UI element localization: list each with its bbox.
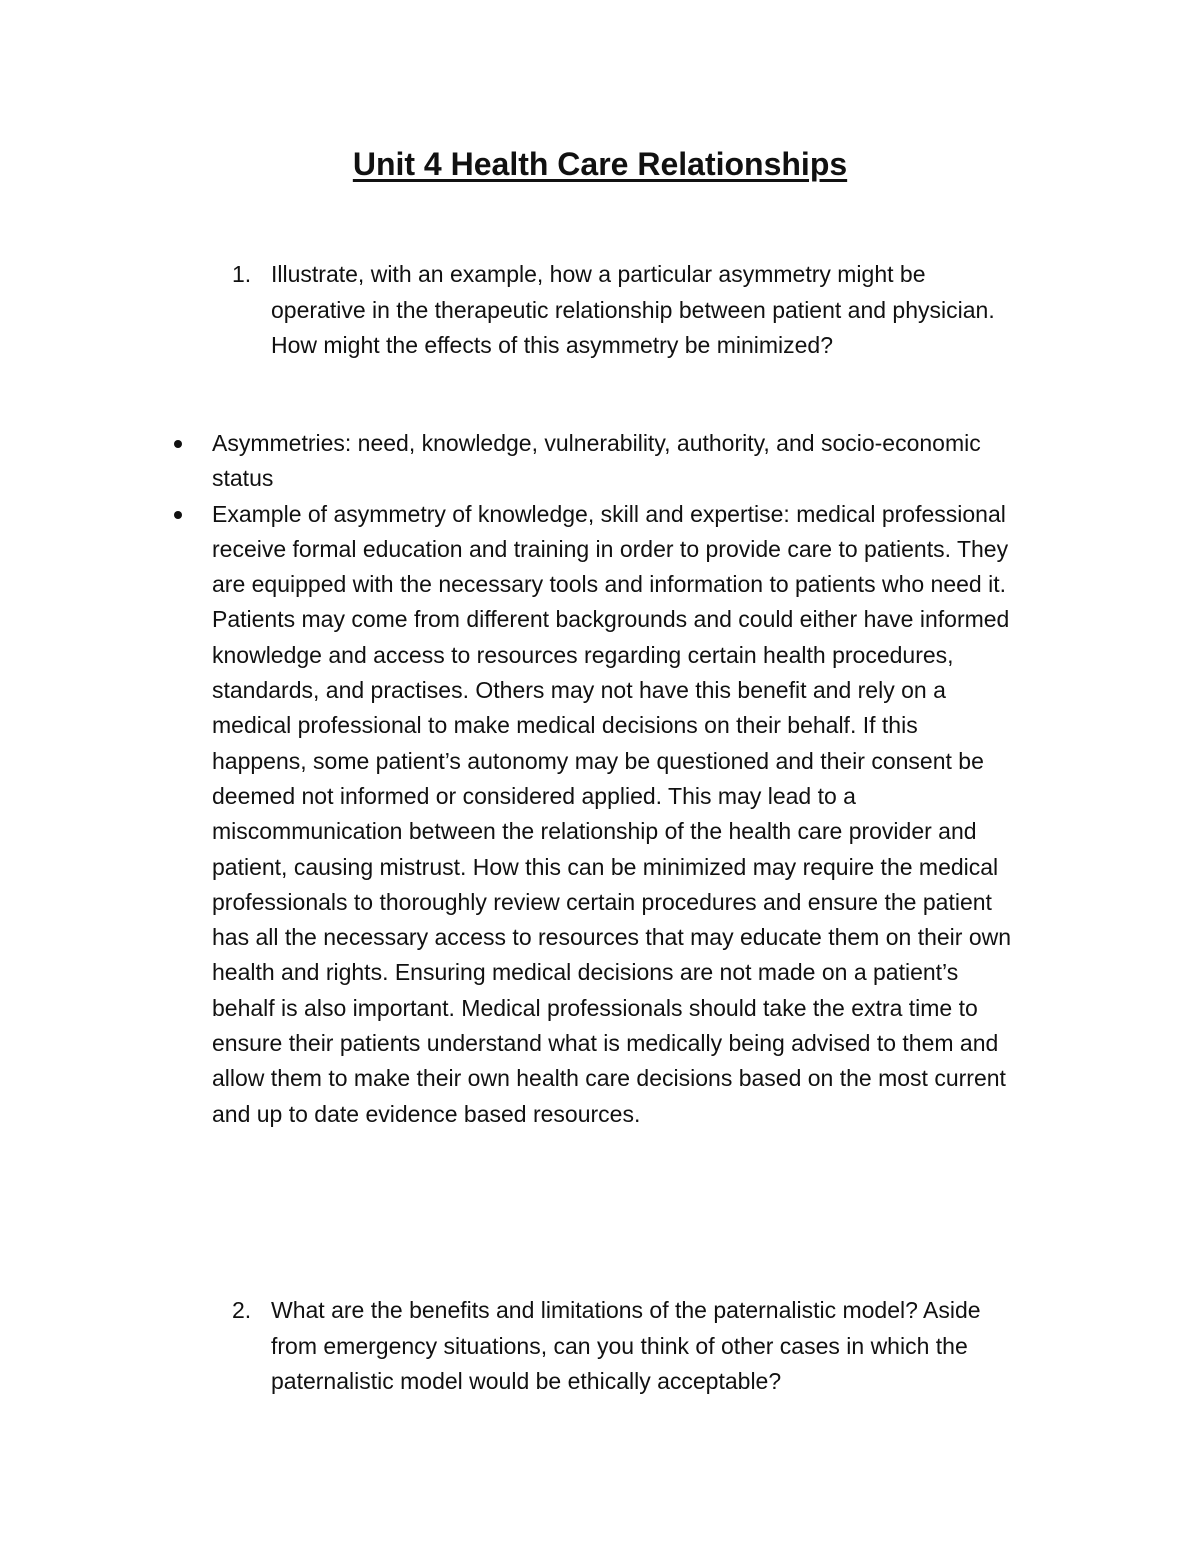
bullet-icon <box>174 440 182 448</box>
page-title: Unit 4 Health Care Relationships <box>352 146 848 182</box>
question-number: 1. <box>232 261 252 287</box>
bullet-text: Example of asymmetry of knowledge, skill and expertise: medical professional receive formal education and training in order to provide care to patients. They are equipped with the necessary tools and information to patients who need it. Patients may come from different backgrounds and could either have informed knowledge and access to resources regarding certain health procedures, standards, and practises. Others may not have this benefit and rely on a medical professional to make medical decisions on their behalf. If this happens, some patient’s autonomy may be questioned and their consent be deemed not informed or considered applied. This may lead to a miscommunication between the relationship of the health care provider and patient, causing mistrust. How this can be minimized may require the medical professionals to thoroughly review certain procedures and ensure the patient has all the necessary access to resources that may educate them on their own health and rights. Ensuring medical decisions are not made on a patient’s behalf is also important. Medical professionals should take the extra time to ensure their patients understand what is medically being advised to them and allow them to make their own health care decisions based on the most current and up to date evidence based resources. <box>212 500 1012 1127</box>
answer-bullet-list <box>172 426 1012 1132</box>
question-2 <box>232 1293 1012 1400</box>
question-text: What are the benefits and limitations of the paternalistic model? Aside from emergency situations, can you think of other cases in which the paternalistic model would be ethically acceptable? <box>271 1297 981 1394</box>
list-item <box>172 426 1012 497</box>
list-item <box>172 497 1012 1132</box>
question-text: Illustrate, with an example, how a particular asymmetry might be operative in the therapeutic relationship between patient and physician. How might the effects of this asymmetry be minimized? <box>271 261 995 358</box>
question-1 <box>232 257 1012 364</box>
question-number: 2. <box>232 1297 252 1323</box>
bullet-text: Asymmetries: need, knowledge, vulnerability, authority, and socio-economic status <box>212 430 981 492</box>
bullet-icon <box>174 511 182 519</box>
